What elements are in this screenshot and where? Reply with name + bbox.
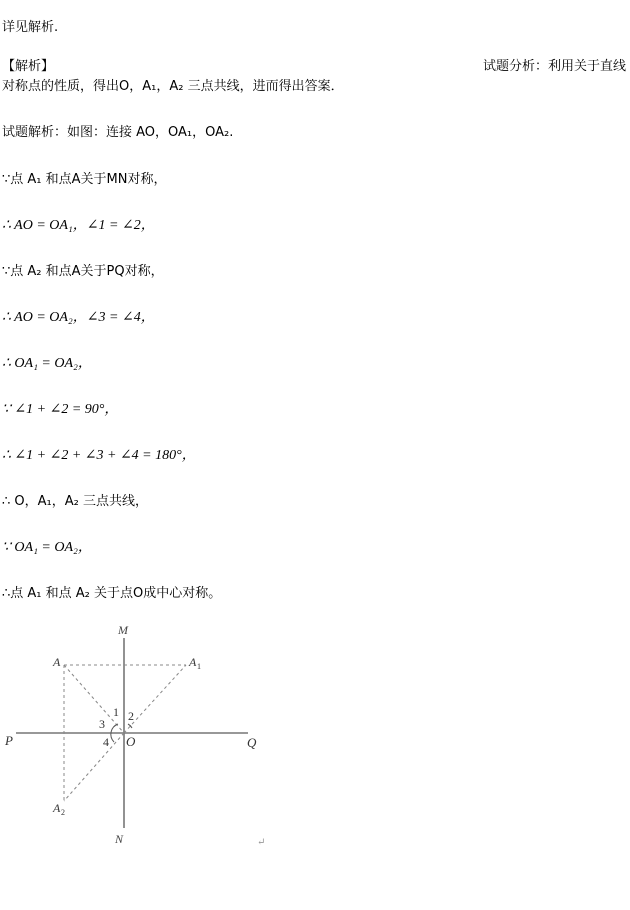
label-a: A bbox=[53, 655, 61, 669]
return-mark: ↵ bbox=[257, 837, 266, 848]
angle-label-4: 4 bbox=[103, 735, 109, 749]
label-a1: A bbox=[189, 655, 197, 669]
solution-intro: 试题解析：如图：连接 AO，OA₁，OA₂. bbox=[2, 125, 234, 140]
analysis-title: 试题分析：利用关于直线 bbox=[482, 59, 626, 74]
angle-label-1: 1 bbox=[113, 705, 119, 719]
label-a2: A bbox=[53, 801, 61, 815]
label-a2-sub: 2 bbox=[61, 808, 65, 817]
segment-a-o bbox=[64, 665, 124, 733]
step-4: ∴ AO = OA₂，∠3 = ∠4， bbox=[2, 310, 155, 325]
step-8: ∴ O，A₁，A₂ 三点共线， bbox=[2, 494, 148, 509]
step-10: ∴点 A₁ 和点 A₂ 关于点O成中心对称。 bbox=[2, 586, 222, 601]
angle-label-3: 3 bbox=[99, 717, 105, 731]
answer-note: 详见解析. bbox=[2, 20, 59, 35]
label-p: P bbox=[5, 733, 13, 748]
step-3: ∵点 A₂ 和点A关于PQ对称， bbox=[2, 264, 164, 279]
section-heading: 【解析】 bbox=[2, 59, 55, 74]
analysis-text: 对称点的性质，得出O，A₁，A₂ 三点共线，进而得出答案． bbox=[2, 79, 344, 94]
label-q: Q bbox=[247, 735, 257, 750]
label-o: O bbox=[126, 734, 136, 749]
step-5: ∴ OA₁ = OA₂， bbox=[2, 356, 92, 371]
step-6: ∵ ∠1 + ∠2 = 90°， bbox=[2, 402, 119, 417]
step-9: ∵ OA₁ = OA₂， bbox=[2, 540, 92, 555]
label-n: N bbox=[115, 832, 124, 846]
step-1: ∵点 A₁ 和点A关于MN对称， bbox=[2, 172, 167, 187]
step-7: ∴ ∠1 + ∠2 + ∠3 + ∠4 = 180°， bbox=[2, 448, 196, 463]
segment-o-a2 bbox=[64, 733, 124, 801]
label-a1-sub: 1 bbox=[197, 662, 201, 671]
angle-label-2: 2 bbox=[128, 709, 134, 723]
label-m: M bbox=[118, 623, 128, 637]
step-2: ∴ AO = OA₁，∠1 = ∠2， bbox=[2, 218, 155, 233]
